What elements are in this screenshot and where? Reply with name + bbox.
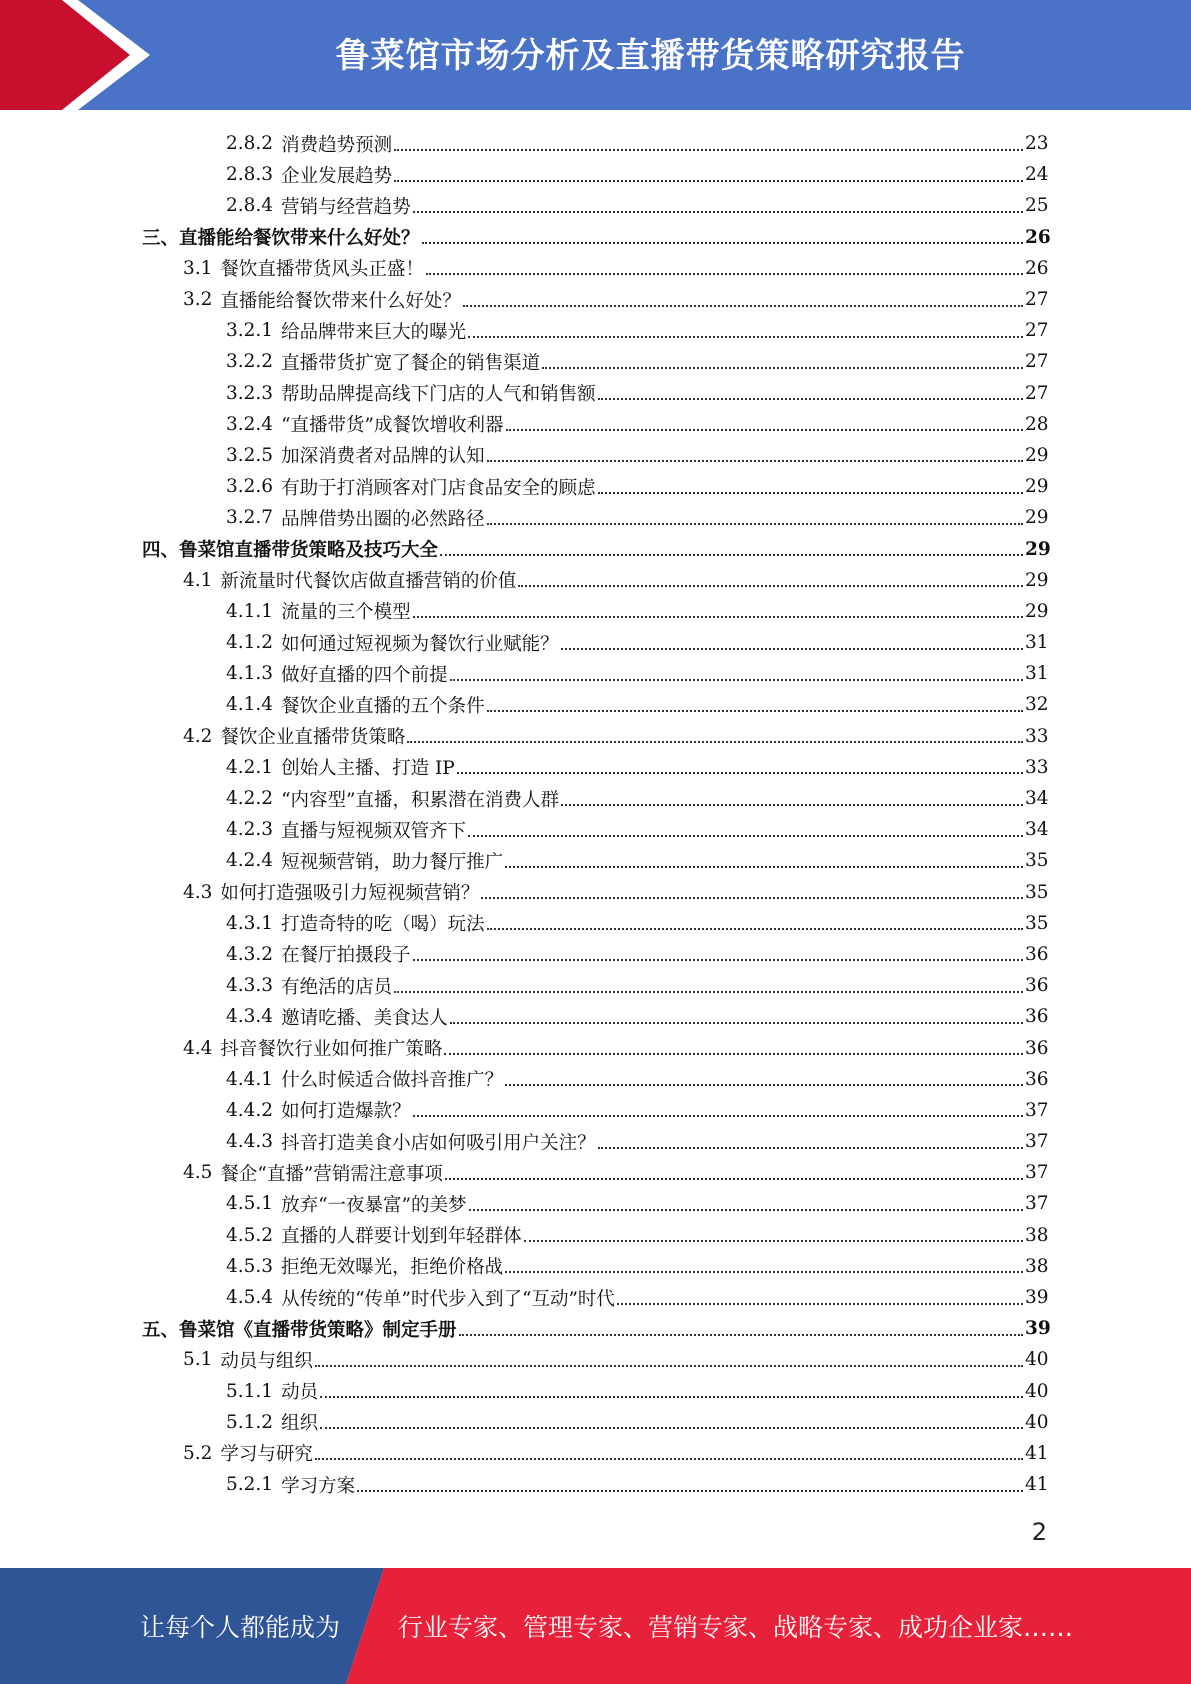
toc-entry-title: 餐企“直播”营销需注意事项 [220, 1163, 443, 1185]
toc-entry-page: 34 [1025, 788, 1049, 810]
toc-dot-leader [542, 367, 1023, 369]
toc-dot-leader [463, 305, 1023, 307]
toc-entry-number: 4.2 [183, 725, 213, 747]
toc-entry-title: 如何打造强吸引力短视频营销？ [220, 883, 480, 905]
toc-entry-page: 27 [1025, 289, 1049, 311]
toc-entry[interactable] [0, 409, 1191, 440]
toc-dot-leader [413, 1115, 1023, 1117]
toc-entry-number: 4.2.1 [226, 756, 274, 778]
toc-entry-title: 鲁菜馆直播带货策略及技巧大全 [179, 540, 439, 562]
toc-entry[interactable] [0, 1032, 1191, 1063]
toc-entry-title: 从传统的“传单”时代步入到了“互动”时代 [281, 1288, 615, 1310]
toc-entry-number: 四、 [142, 540, 180, 562]
toc-entry[interactable] [0, 284, 1191, 315]
toc-entry-title: 打造奇特的吃（喝）玩法 [281, 914, 485, 936]
toc-entry-page: 24 [1025, 164, 1049, 186]
toc-dot-leader [315, 1365, 1023, 1367]
toc-entry-number: 4.2.4 [226, 850, 274, 872]
toc-entry-title: 邀请吃播、美食达人 [281, 1007, 448, 1029]
toc-dot-leader [320, 1396, 1023, 1398]
toc-dot-leader [524, 1240, 1023, 1242]
toc-entry-page: 40 [1025, 1411, 1049, 1433]
toc-entry[interactable] [0, 253, 1191, 284]
toc-entry-number: 4.3.1 [226, 912, 274, 934]
toc-entry-number: 4.4 [183, 1037, 213, 1059]
toc-entry[interactable] [0, 1438, 1191, 1469]
toc-dot-leader [506, 429, 1024, 431]
toc-entry[interactable] [0, 1251, 1191, 1282]
toc-dot-leader [357, 1490, 1023, 1492]
toc-entry-number: 4.1.4 [226, 694, 274, 716]
document-title: 鲁菜馆市场分析及直播带货策略研究报告 [335, 35, 966, 76]
toc-entry[interactable] [0, 533, 1191, 564]
toc-entry-number: 4.5.1 [226, 1193, 274, 1215]
toc-dot-leader [394, 180, 1023, 182]
toc-entry[interactable] [0, 565, 1191, 596]
toc-dot-leader [413, 211, 1023, 213]
toc-entry-page: 26 [1025, 226, 1051, 248]
toc-entry-title: 消费趋势预测 [281, 134, 393, 156]
toc-entry-title: 创始人主播、打造 IP [281, 758, 455, 780]
toc-entry-title: 鲁菜馆《直播带货策略》制定手册 [179, 1319, 457, 1341]
toc-dot-leader [469, 1209, 1024, 1211]
toc-entry-page: 31 [1025, 663, 1049, 685]
toc-entry[interactable] [0, 752, 1191, 783]
toc-entry-title: 有助于打消顾客对门店食品安全的顾虑 [281, 477, 596, 499]
toc-entry-page: 29 [1025, 507, 1049, 529]
toc-dot-leader [407, 741, 1023, 743]
toc-dot-leader [413, 959, 1023, 961]
toc-entry[interactable] [0, 159, 1191, 190]
toc-dot-leader [561, 804, 1023, 806]
toc-entry-title: 直播与短视频双管齐下 [281, 820, 467, 842]
toc-entry-page: 36 [1025, 1037, 1049, 1059]
toc-dot-leader [617, 1303, 1023, 1305]
toc-dot-leader [505, 1084, 1023, 1086]
toc-entry[interactable] [0, 1064, 1191, 1095]
toc-entry-number: 2.8.4 [226, 195, 274, 217]
toc-entry[interactable] [0, 1282, 1191, 1313]
toc-dot-leader [450, 679, 1023, 681]
toc-entry-number: 3.2.1 [226, 320, 274, 342]
toc-dot-leader [468, 835, 1023, 837]
toc-entry-number: 5.1.2 [226, 1411, 274, 1433]
toc-dot-leader [457, 772, 1023, 774]
toc-dot-leader [445, 1178, 1023, 1180]
toc-entry-page: 32 [1025, 694, 1049, 716]
toc-entry[interactable] [0, 970, 1191, 1001]
toc-entry-page: 41 [1025, 1474, 1049, 1496]
toc-entry-title: 抖音餐饮行业如何推广策略 [220, 1039, 443, 1061]
toc-entry-title: 企业发展趋势 [281, 165, 393, 187]
toc-entry[interactable] [0, 1376, 1191, 1407]
toc-dot-leader [561, 648, 1023, 650]
toc-entry[interactable] [0, 939, 1191, 970]
toc-entry-number: 4.5.3 [226, 1255, 274, 1277]
toc-entry-title: 组织 [281, 1413, 319, 1435]
toc-entry[interactable] [0, 1157, 1191, 1188]
toc-entry-number: 5.2 [183, 1442, 213, 1464]
toc-entry-number: 2.8.2 [226, 133, 274, 155]
page-number: 2 [1031, 1518, 1047, 1546]
toc-entry-page: 37 [1025, 1099, 1049, 1121]
toc-dot-leader [518, 585, 1023, 587]
toc-entry-page: 38 [1025, 1255, 1049, 1277]
toc-entry-page: 37 [1025, 1131, 1049, 1153]
toc-dot-leader [487, 523, 1023, 525]
toc-entry-page: 28 [1025, 413, 1049, 435]
toc-entry-number: 3.2.7 [226, 507, 274, 529]
toc-entry[interactable] [0, 689, 1191, 720]
toc-dot-leader [487, 928, 1023, 930]
toc-entry-number: 5.1 [183, 1349, 213, 1371]
toc-entry-number: 五、 [142, 1319, 180, 1341]
toc-dot-leader [459, 1334, 1023, 1336]
toc-entry-number: 5.2.1 [226, 1474, 274, 1496]
toc-dot-leader [422, 242, 1023, 244]
toc-entry[interactable] [0, 190, 1191, 221]
toc-entry-number: 4.4.3 [226, 1131, 274, 1153]
toc-entry-title: 学习方案 [281, 1475, 356, 1497]
toc-entry[interactable] [0, 378, 1191, 409]
toc-entry-title: 餐饮企业直播带货策略 [220, 727, 406, 749]
toc-entry-title: 在餐厅拍摄段子 [281, 945, 411, 967]
toc-entry-title: 动员 [281, 1382, 319, 1404]
toc-entry-title: 直播带货扩宽了餐企的销售渠道 [281, 352, 541, 374]
toc-entry-number: 4.1.1 [226, 600, 274, 622]
toc-entry[interactable] [0, 1126, 1191, 1157]
toc-entry-title: 营销与经营趋势 [281, 196, 411, 218]
toc-entry-title: 直播能给餐饮带来什么好处？ [179, 228, 420, 250]
toc-entry-title: 如何打造爆款？ [281, 1101, 411, 1123]
toc-entry-page: 40 [1025, 1349, 1049, 1371]
toc-entry-page: 39 [1025, 1318, 1051, 1340]
toc-entry-title: 拒绝无效曝光，拒绝价格战 [281, 1257, 504, 1279]
page-footer [0, 1568, 1191, 1684]
toc-entry-title: 加深消费者对品牌的认知 [281, 446, 485, 468]
toc-entry[interactable] [0, 222, 1191, 253]
toc-dot-leader [426, 273, 1023, 275]
toc-entry[interactable] [0, 1407, 1191, 1438]
toc-dot-leader [598, 1147, 1023, 1149]
toc-entry-number: 4.4.2 [226, 1099, 274, 1121]
toc-dot-leader [320, 1427, 1023, 1429]
toc-entry-page: 36 [1025, 975, 1049, 997]
toc-entry-title: 新流量时代餐饮店做直播营销的价值 [220, 571, 517, 593]
toc-entry-title: 放弃“一夜暴富”的美梦 [281, 1194, 467, 1216]
toc-entry-page: 34 [1025, 819, 1049, 841]
toc-entry-number: 4.5.4 [226, 1287, 274, 1309]
toc-entry[interactable] [0, 471, 1191, 502]
toc-entry-title: 品牌借势出圈的必然路径 [281, 508, 485, 530]
toc-entry[interactable] [0, 1469, 1191, 1500]
toc-entry-page: 38 [1025, 1224, 1049, 1246]
toc-dot-leader [481, 897, 1023, 899]
toc-entry[interactable] [0, 845, 1191, 876]
toc-entry-number: 3.2.5 [226, 444, 274, 466]
toc-entry-page: 39 [1025, 1287, 1049, 1309]
toc-entry[interactable] [0, 721, 1191, 752]
toc-entry-page: 35 [1025, 850, 1049, 872]
toc-entry[interactable] [0, 814, 1191, 845]
toc-dot-leader [468, 336, 1023, 338]
toc-entry-number: 4.4.1 [226, 1068, 274, 1090]
toc-entry-number: 4.1.2 [226, 632, 274, 654]
toc-entry-number: 3.2.2 [226, 351, 274, 373]
toc-entry-title: 给品牌带来巨大的曝光 [281, 321, 467, 343]
toc-entry-number: 4.3.2 [226, 943, 274, 965]
toc-entry-title: 直播能给餐饮带来什么好处？ [220, 290, 461, 312]
toc-entry-number: 3.2 [183, 289, 213, 311]
toc-entry-number: 3.2.4 [226, 413, 274, 435]
toc-entry-page: 35 [1025, 881, 1049, 903]
toc-entry-number: 4.2.3 [226, 819, 274, 841]
toc-entry-title: 如何通过短视频为餐饮行业赋能？ [281, 633, 559, 655]
toc-dot-leader [440, 554, 1023, 556]
toc-entry-number: 4.5.2 [226, 1224, 274, 1246]
page-header [0, 0, 1191, 110]
toc-entry-page: 23 [1025, 133, 1049, 155]
toc-entry-page: 27 [1025, 382, 1049, 404]
toc-entry-page: 29 [1025, 444, 1049, 466]
toc-dot-leader [598, 492, 1023, 494]
toc-entry[interactable] [0, 1220, 1191, 1251]
toc-entry-page: 29 [1025, 538, 1051, 560]
toc-entry-title: 动员与组织 [220, 1350, 313, 1372]
toc-entry[interactable] [0, 877, 1191, 908]
toc-entry-title: 餐饮企业直播的五个条件 [281, 695, 485, 717]
toc-entry-page: 36 [1025, 1068, 1049, 1090]
toc-entry-page: 36 [1025, 943, 1049, 965]
toc-entry-page: 25 [1025, 195, 1049, 217]
toc-entry[interactable] [0, 1001, 1191, 1032]
toc-entry-title: 做好直播的四个前提 [281, 664, 448, 686]
toc-entry[interactable] [0, 128, 1191, 159]
toc-entry-number: 3.2.6 [226, 476, 274, 498]
toc-entry[interactable] [0, 1188, 1191, 1219]
toc-entry-page: 27 [1025, 320, 1049, 342]
toc-entry[interactable] [0, 1095, 1191, 1126]
toc-entry-title: “直播带货”成餐饮增收利器 [281, 415, 504, 437]
toc-entry-number: 5.1.1 [226, 1380, 274, 1402]
toc-entry-title: 学习与研究 [220, 1444, 313, 1466]
toc-entry-page: 31 [1025, 632, 1049, 654]
toc-entry-number: 4.3.3 [226, 975, 274, 997]
toc-entry-number: 4.2.2 [226, 788, 274, 810]
toc-entry[interactable] [0, 440, 1191, 471]
toc-entry-page: 36 [1025, 1006, 1049, 1028]
footer-slogan-right: 行业专家、管理专家、营销专家、战略专家、成功企业家…… [398, 1613, 1074, 1642]
toc-entry[interactable] [0, 596, 1191, 627]
toc-entry[interactable] [0, 315, 1191, 346]
toc-entry-number: 4.3.4 [226, 1006, 274, 1028]
toc-dot-leader [450, 1022, 1023, 1024]
toc-entry-title: 餐饮直播带货风头正盛！ [220, 259, 424, 281]
toc-dot-leader [315, 1458, 1023, 1460]
toc-entry[interactable] [0, 1313, 1191, 1344]
toc-entry-title: 帮助品牌提高线下门店的人气和销售额 [281, 384, 596, 406]
toc-entry-page: 29 [1025, 476, 1049, 498]
toc-entry-number: 三、 [142, 228, 180, 250]
toc-entry[interactable] [0, 783, 1191, 814]
toc-entry-page: 33 [1025, 725, 1049, 747]
toc-entry-page: 27 [1025, 351, 1049, 373]
toc-entry[interactable] [0, 346, 1191, 377]
toc-entry-title: 抖音打造美食小店如何吸引用户关注？ [281, 1132, 596, 1154]
header-chevron-icon [0, 0, 160, 110]
toc-entry[interactable] [0, 627, 1191, 658]
toc-entry-title: 什么时候适合做抖音推广？ [281, 1070, 504, 1092]
footer-slogan-left: 让每个人都能成为 [140, 1613, 341, 1642]
toc-dot-leader [487, 460, 1023, 462]
toc-entry-title: 直播的人群要计划到年轻群体 [281, 1226, 522, 1248]
toc-entry-page: 29 [1025, 600, 1049, 622]
toc-entry-number: 2.8.3 [226, 164, 274, 186]
toc-entry-number: 4.1.3 [226, 663, 274, 685]
toc-dot-leader [394, 149, 1023, 151]
toc-dot-leader [505, 1271, 1023, 1273]
toc-entry[interactable] [0, 658, 1191, 689]
toc-dot-leader [487, 710, 1023, 712]
toc-entry-title: 有绝活的店员 [281, 976, 393, 998]
table-of-contents [0, 128, 1191, 1500]
toc-entry-page: 26 [1025, 257, 1049, 279]
toc-entry-number: 4.3 [183, 881, 213, 903]
toc-entry[interactable] [0, 908, 1191, 939]
toc-dot-leader [505, 866, 1023, 868]
toc-entry-title: “内容型”直播，积累潜在消费人群 [281, 789, 559, 811]
toc-entry-page: 40 [1025, 1380, 1049, 1402]
toc-entry-page: 37 [1025, 1193, 1049, 1215]
toc-entry-title: 短视频营销，助力餐厅推广 [281, 851, 504, 873]
toc-entry-number: 4.5 [183, 1162, 213, 1184]
toc-dot-leader [444, 1053, 1023, 1055]
toc-entry-page: 29 [1025, 569, 1049, 591]
toc-dot-leader [598, 398, 1023, 400]
toc-entry-page: 35 [1025, 912, 1049, 934]
toc-entry-number: 4.1 [183, 569, 213, 591]
toc-entry-title: 流量的三个模型 [281, 602, 411, 624]
toc-entry[interactable] [0, 1344, 1191, 1375]
toc-dot-leader [413, 616, 1023, 618]
toc-entry-page: 37 [1025, 1162, 1049, 1184]
toc-entry[interactable] [0, 502, 1191, 533]
toc-entry-number: 3.1 [183, 257, 213, 279]
toc-dot-leader [394, 991, 1023, 993]
toc-entry-number: 3.2.3 [226, 382, 274, 404]
toc-entry-page: 41 [1025, 1442, 1049, 1464]
toc-entry-page: 33 [1025, 756, 1049, 778]
